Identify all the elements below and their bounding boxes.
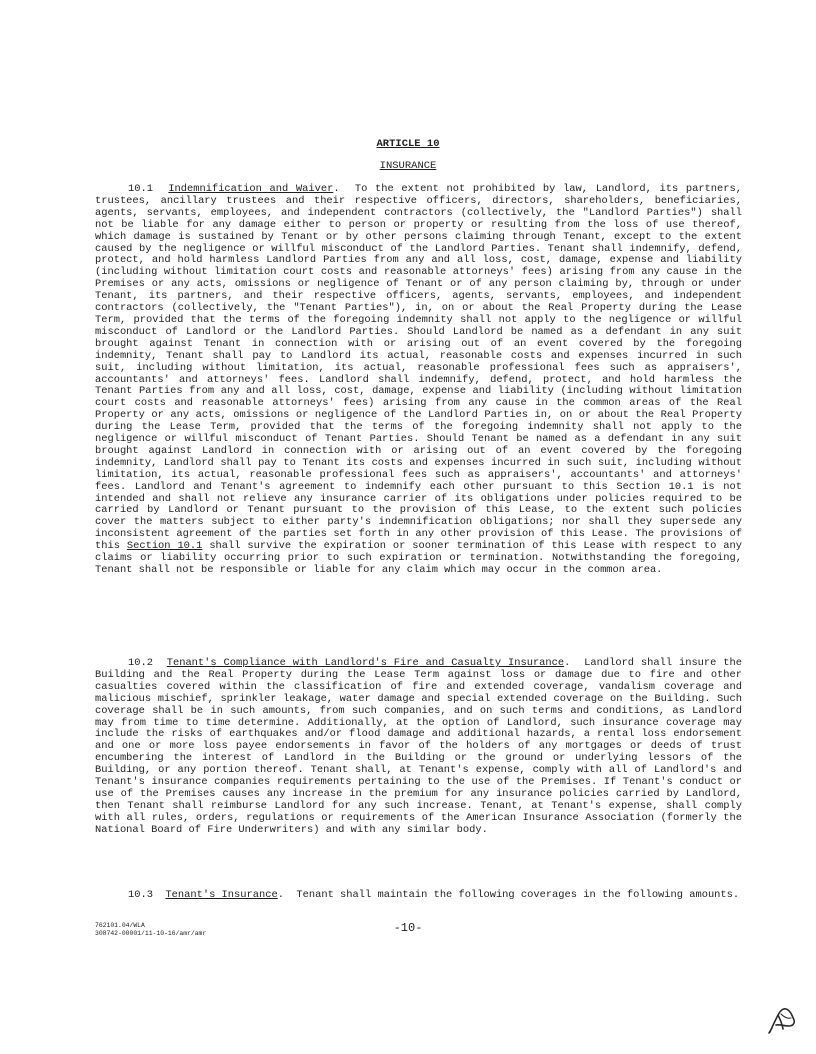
handwritten-initials bbox=[766, 1005, 800, 1035]
section-heading: Tenant's Compliance with Landlord's Fire and Casualty Insurance bbox=[166, 657, 565, 669]
section-number: 10.1 bbox=[128, 183, 153, 195]
section-heading: Tenant's Insurance bbox=[165, 889, 278, 901]
document-id-line-2: 308742-00001/11-10-16/amr/amr bbox=[95, 930, 207, 937]
section-body: Landlord shall insure the Building and the Real Property during the Lease Term against loss or damage due to fire and other casualties covered within the classification of fire and extended coverage, vandalism coverage and malicious mischief, sprinkler leakage, water damage and special extended coverage on the Building. Such coverage shall be in such amounts, from such companies, and on such terms and conditions, as Landlord may from time to time determine. Additionally, at the option of Landlord, such insurance coverage may include the risks of earthquakes and/or flood damage and additional hazards, a rental loss endorsement and one or more loss payee endorsements in favor of the holders of any mortgages or deeds of trust encumbering the interest of Landlord in the Building or the ground or underlying lessors of the Building, or any portion thereof. Tenant shall, at Tenant's expense, comply with all of Landlord's and Tenant's insurance companies requirements pertaining to the use of the Premises. If Tenant's conduct or use of the Premises causes any increase in the premium for any insurance policies carried by Landlord, then Tenant shall reimburse Landlord for any such increase. Tenant, at Tenant's expense, shall comply with all rules, orders, regulations or requirements of the American Insurance Association (formerly the National Board of Fire Underwriters) and with any similar body. bbox=[95, 657, 742, 836]
page-number: -10- bbox=[393, 921, 423, 935]
section-body: Tenant shall maintain the following coverages in the following amounts. bbox=[296, 889, 740, 901]
document-id-line-1: 762101.04/WLA bbox=[95, 922, 145, 929]
section-body-tail: shall survive the expiration or sooner termination of this Lease with respect to any claims or liability occurring prior to such expiration or termination. Notwithstanding the foregoing, Tenant shall not be responsible or liable for any claim which may occur in the common area. bbox=[95, 540, 742, 576]
section-10-1: 10.1 Indemnification and Waiver. To the extent not prohibited by law, Landlord, its partners, trustees, ancillary trustees and their respective officers, directors, shareholders, beneficiaries, agents, servants, employees, and independent contractors (collectively, the "Landlord Parties") shall not be liable for any damage either to person or property or resulting from the loss of use thereof, which damage is sustained by Tenant or by other persons claiming through Tenant, except to the extent caused by the negligence or willful misconduct of the Landlord Parties. Tenant shall indemnify, defend, protect, and hold harmless Landlord Parties from any and all loss, cost, damage, expense and liability (including without limitation court costs and reasonable attorneys' fees) arising from any cause in the Premises or any acts, omissions or negligence of Tenant or of any person claiming by, through or under Tenant, its partners, and their respective officers, agents, servants, employees, and independent contractors (collectively, the "Tenant Parties"), in, on or about the Real Property during the Lease Term, provided that the terms of the foregoing indemnity shall not apply to the negligence or willful misconduct of Landlord or the Landlord Parties. Should Landlord be named as a defendant in any suit brought against Tenant in connection with or arising out of an event covered by the foregoing indemnity, Tenant shall pay to Landlord its actual, reasonable costs and expenses incurred in such suit, including without limitation, its actual, reasonable professional fees such as appraisers', accountants' and attorneys' fees. Landlord shall indemnify, defend, protect, and hold harmless the Tenant Parties from any and all loss, cost, damage, expense and liability (including without limitation court costs and reasonable attorneys' fees) arising from any cause in the common areas of the Real Property or any acts, omissions or negligence of the Landlord Parties in, on or about the Real Property during the Lease Term, provided that the terms of the foregoing indemnity shall not apply to the negligence or willful misconduct of Tenant Parties. Should Tenant be named as a defendant in any suit brought against Landlord in connection with or arising out of an event covered by the foregoing indemnity, Landlord shall pay to Tenant its costs and expenses incurred in such suit, including without limitation, its actual, reasonable professional fees such as appraisers', accountants' and attorneys' fees. Landlord and Tenant's agreement to indemnify each other pursuant to this Section 10.1 is not intended and shall not relieve any insurance carrier of its obligations under policies required to be carried by Landlord or Tenant pursuant to the provision of this Lease, to the extent such policies cover the matters subject to either party's indemnification obligations; nor shall they supersede any inconsistent agreement of the parties set forth in any other provision of this Lease. The provisions of this Section 10.1 shall survive the expiration or sooner termination of this Lease with respect to any claims or liability occurring prior to such expiration or termination. Notwithstanding the foregoing, Tenant shall not be responsible or liable for any claim which may occur in the common area. bbox=[95, 183, 742, 576]
section-reference: Section 10.1 bbox=[126, 540, 203, 553]
section-number: 10.2 bbox=[128, 657, 153, 669]
section-body: To the extent not prohibited by law, Landlord, its partners, trustees, ancillary trustees and their respective officers, directors, shareholders, beneficiaries, agents, servants, employees, and independent contractors (collectively, the "Landlord Parties") shall not be liable for any damage either to person or property or resulting from the loss of use thereof, which damage is sustained by Tenant or by other persons claiming through Tenant, except to the extent caused by the negligence or willful misconduct of the Landlord Parties. Tenant shall indemnify, defend, protect, and hold harmless Landlord Parties from any and all loss, cost, damage, expense and liability (including without limitation court costs and reasonable attorneys' fees) arising from any cause in the Premises or any acts, omissions or negligence of Tenant or of any person claiming by, through or under Tenant, its partners, and their respective officers, agents, servants, employees, and independent contractors (collectively, the "Tenant Parties"), in, on or about the Real Property during the Lease Term, provided that the terms of the foregoing indemnity shall not apply to the negligence or willful misconduct of Landlord or the Landlord Parties. Should Landlord be named as a defendant in any suit brought against Tenant in connection with or arising out of an event covered by the foregoing indemnity, Tenant shall pay to Landlord its actual, reasonable costs and expenses incurred in such suit, including without limitation, its actual, reasonable professional fees such as appraisers', accountants' and attorneys' fees. Landlord shall indemnify, defend, protect, and hold harmless the Tenant Parties from any and all loss, cost, damage, expense and liability (including without limitation court costs and reasonable attorneys' fees) arising from any cause in the common areas of the Real Property or any acts, omissions or negligence of the Landlord Parties in, on or about the Real Property during the Lease Term, provided that the terms of the foregoing indemnity shall not apply to the negligence or willful misconduct of Tenant Parties. Should Tenant be named as a defendant in any suit brought against Landlord in connection with or arising out of an event covered by the foregoing indemnity, Landlord shall pay to Tenant its costs and expenses incurred in such suit, including without limitation, its actual, reasonable professional fees such as appraisers', accountants' and attorneys' fees. Landlord and Tenant's agreement to indemnify each other pursuant to this Section 10.1 is not intended and shall not relieve any insurance carrier of its obligations under policies required to be carried by Landlord or Tenant pursuant to the provision of this Lease, to the extent such policies cover the matters subject to either party's indemnification obligations; nor shall they supersede any inconsistent agreement of the parties set forth in any other provision of this Lease. The provisions of this bbox=[95, 183, 742, 553]
section-10-2: 10.2 Tenant's Compliance with Landlord's Fire and Casualty Insurance. Landlord shall insure the Building and the Real Property during the Lease Term against loss or damage due to fire and other casualties covered within the classification of fire and extended coverage, vandalism coverage and malicious mischief, sprinkler leakage, water damage and special extended coverage on the Building. Such coverage shall be in such amounts, from such companies, and on such terms and conditions, as Landlord may from time to time determine. Additionally, at the option of Landlord, such insurance coverage may include the risks of earthquakes and/or flood damage and additional hazards, a rental loss endorsement and one or more loss payee endorsements in favor of the holders of any mortgages or deeds of trust encumbering the interest of Landlord in the Building or the ground or underlying lessors of the Building, or any portion thereof. Tenant shall, at Tenant's expense, comply with all of Landlord's and Tenant's insurance companies requirements pertaining to the use of the Premises. If Tenant's conduct or use of the Premises causes any increase in the premium for any insurance policies carried by Landlord, then Tenant shall reimburse Landlord for any such increase. Tenant, at Tenant's expense, shall comply with all rules, orders, regulations or requirements of the American Insurance Association (formerly the National Board of Fire Underwriters) and with any similar body. bbox=[95, 657, 742, 836]
article-title: INSURANCE bbox=[379, 160, 437, 172]
section-heading: Indemnification and Waiver bbox=[168, 183, 334, 195]
section-10-3: 10.3 Tenant's Insurance. Tenant shall maintain the following coverages in the following amounts. bbox=[128, 889, 740, 901]
article-number: ARTICLE 10 bbox=[376, 138, 440, 150]
section-number: 10.3 bbox=[128, 889, 153, 901]
